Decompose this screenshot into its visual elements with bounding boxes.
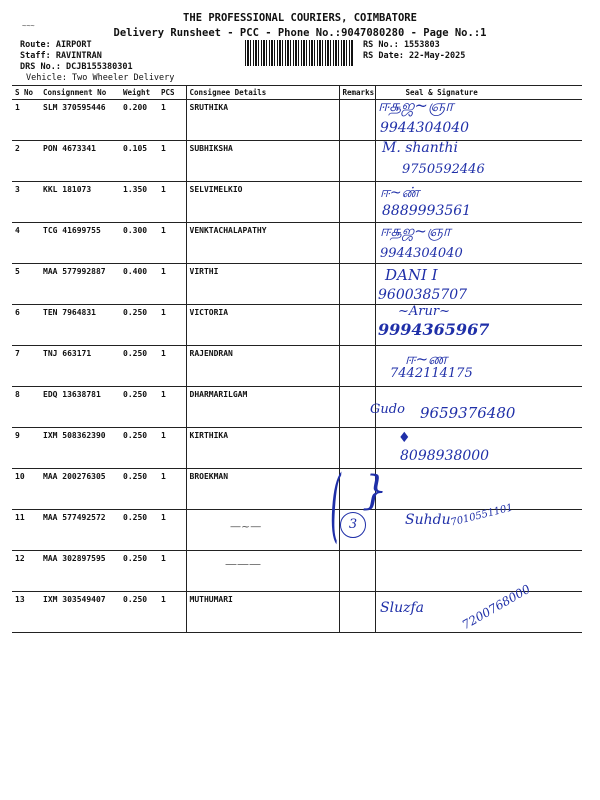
cell-pcs: 1 — [158, 100, 186, 141]
cell-sno: 7 — [12, 346, 40, 387]
cell-consignment: IXM 303549407 — [40, 592, 120, 633]
col-signature: Seal & Signature — [375, 86, 582, 100]
cell-pcs: 1 — [158, 305, 186, 346]
handwritten-phone-2: 9750592446 — [402, 162, 485, 177]
cell-consignee: SELVIMELKIO — [186, 182, 339, 223]
cell-consignee — [186, 510, 339, 551]
handwritten-phone-1: 9944304040 — [380, 120, 470, 136]
cell-consignment: EDQ 13638781 — [40, 387, 120, 428]
pencil-mark-12: ——— — [225, 557, 261, 571]
table-row — [12, 264, 582, 305]
cell-pcs: 1 — [158, 387, 186, 428]
cell-sno: 1 — [12, 100, 40, 141]
runsheet-table — [12, 85, 582, 633]
cell-signature — [375, 469, 582, 510]
cell-consignment: MAA 200276305 — [40, 469, 120, 510]
cell-weight: 0.250 — [120, 469, 158, 510]
cell-remarks — [339, 346, 375, 387]
signature-tamil-1: ஈ௲ஜ~ஞா — [378, 96, 454, 115]
cell-sno: 6 — [12, 305, 40, 346]
col-sno: S No — [12, 86, 40, 100]
cell-consignee: VICTORIA — [186, 305, 339, 346]
cell-sno: 9 — [12, 428, 40, 469]
col-pcs: PCS — [158, 86, 186, 100]
cell-sno: 13 — [12, 592, 40, 633]
pencil-mark-11: —~— — [230, 520, 262, 533]
handwritten-phone-5: 9600385707 — [378, 287, 468, 303]
col-consignee: Consignee Details — [186, 86, 339, 100]
pen-mark-9: ♦ — [398, 430, 411, 446]
cell-pcs: 1 — [158, 182, 186, 223]
cell-consignee: SUBHIKSHA — [186, 141, 339, 182]
cell-weight: 0.250 — [120, 510, 158, 551]
cell-consignment: TNJ 663171 — [40, 346, 120, 387]
handwritten-name-2: M. shanthi — [382, 140, 458, 156]
signature-tamil-3: ஈ~ண் — [380, 185, 420, 201]
signature-7: ஈ~ண — [405, 350, 448, 368]
cell-weight: 0.250 — [120, 387, 158, 428]
cell-pcs: 1 — [158, 141, 186, 182]
cell-pcs: 1 — [158, 592, 186, 633]
signature-6: ~Arur~ — [398, 304, 450, 319]
col-weight: Weight — [120, 86, 158, 100]
cell-pcs: 1 — [158, 510, 186, 551]
cell-weight: 0.400 — [120, 264, 158, 305]
barcode — [245, 40, 353, 66]
cell-remarks — [339, 223, 375, 264]
cell-consignment: KKL 181073 — [40, 182, 120, 223]
table-row — [12, 141, 582, 182]
col-remarks: Remarks — [339, 86, 375, 100]
staff-label: Staff: RAVINTRAN — [20, 51, 102, 61]
cell-sno: 8 — [12, 387, 40, 428]
cell-consignee: SRUTHIKA — [186, 100, 339, 141]
table-row — [12, 346, 582, 387]
cell-consignment: TCG 41699755 — [40, 223, 120, 264]
cell-remarks — [339, 551, 375, 592]
cell-sno: 2 — [12, 141, 40, 182]
cell-consignee: DHARMARILGAM — [186, 387, 339, 428]
cell-consignment: MAA 302897595 — [40, 551, 120, 592]
handwritten-phone-8: 9659376480 — [420, 404, 516, 422]
cell-weight: 0.250 — [120, 305, 158, 346]
cell-consignee: MUTHUMARI — [186, 592, 339, 633]
cell-sno: 3 — [12, 182, 40, 223]
table-row — [12, 551, 582, 592]
cell-weight: 0.200 — [120, 100, 158, 141]
document-title: THE PROFESSIONAL COURIERS, COIMBATORE — [183, 12, 417, 24]
cell-remarks — [339, 428, 375, 469]
rs-date: RS Date: 22-May-2025 — [363, 51, 466, 61]
table-row — [12, 223, 582, 264]
cell-consignee — [186, 551, 339, 592]
cell-sno: 12 — [12, 551, 40, 592]
handwritten-phone-3: 8889993561 — [382, 203, 472, 219]
rs-number: RS No.: 1553803 — [363, 40, 440, 50]
cell-remarks — [339, 182, 375, 223]
cell-sno: 10 — [12, 469, 40, 510]
handwritten-phone-9: 8098938000 — [400, 448, 490, 464]
cell-signature — [375, 551, 582, 592]
signature-13: Sluzfa — [380, 600, 424, 616]
cell-sno: 4 — [12, 223, 40, 264]
cell-pcs: 1 — [158, 469, 186, 510]
table-header-row — [12, 86, 582, 100]
handwritten-phone-4: 9944304040 — [380, 246, 463, 261]
handwritten-number-11: 7010551101 — [449, 502, 515, 529]
table-row — [12, 100, 582, 141]
col-consignment: Consignment No — [40, 86, 120, 100]
table-row — [12, 428, 582, 469]
corner-scribble: ~~~ — [22, 22, 35, 30]
cell-pcs: 1 — [158, 223, 186, 264]
cell-consignment: TEN 7964831 — [40, 305, 120, 346]
cell-sno: 5 — [12, 264, 40, 305]
cell-remarks — [339, 264, 375, 305]
vehicle-label: Vehicle: Two Wheeler Delivery — [26, 73, 175, 83]
drs-number: DRS No.: DCJB155380301 — [20, 62, 133, 72]
cell-remarks — [339, 305, 375, 346]
left-bracket-mark: ( — [330, 458, 341, 551]
brace-mark: } — [362, 468, 388, 514]
cell-weight: 0.250 — [120, 592, 158, 633]
route-label: Route: AIRPORT — [20, 40, 92, 50]
cell-consignee: VIRTHI — [186, 264, 339, 305]
cell-remarks — [339, 141, 375, 182]
cell-consignee: RAJENDRAN — [186, 346, 339, 387]
cell-consignee: BROEKMAN — [186, 469, 339, 510]
cell-pcs: 1 — [158, 551, 186, 592]
cell-sno: 11 — [12, 510, 40, 551]
cell-pcs: 1 — [158, 428, 186, 469]
table-row — [12, 469, 582, 510]
handwritten-phone-7: 7442114175 — [390, 366, 473, 381]
cell-remarks — [339, 100, 375, 141]
cell-weight: 0.250 — [120, 428, 158, 469]
handwritten-name-5: DANI I — [385, 266, 438, 284]
signature-11: Suhdu — [405, 512, 451, 528]
table-row — [12, 305, 582, 346]
cell-remarks — [339, 592, 375, 633]
cell-weight: 0.105 — [120, 141, 158, 182]
document-subtitle: Delivery Runsheet - PCC - Phone No.:9047080280 - Page No.:1 — [113, 27, 487, 39]
signature-8: Gudo — [370, 402, 405, 417]
cell-weight: 0.300 — [120, 223, 158, 264]
handwritten-phone-6: 9994365967 — [378, 320, 490, 339]
cell-consignment: IXM 508362390 — [40, 428, 120, 469]
cell-consignment: MAA 577992887 — [40, 264, 120, 305]
circled-count: 3 — [340, 512, 366, 538]
cell-pcs: 1 — [158, 264, 186, 305]
cell-consignee: VENKTACHALAPATHY — [186, 223, 339, 264]
cell-consignment: PON 4673341 — [40, 141, 120, 182]
cell-consignee: KIRTHIKA — [186, 428, 339, 469]
cell-consignment: MAA 577492572 — [40, 510, 120, 551]
signature-tamil-4: ஈ௲ஜ~ஞா — [380, 222, 451, 240]
table-row — [12, 182, 582, 223]
cell-pcs: 1 — [158, 346, 186, 387]
cell-weight: 1.350 — [120, 182, 158, 223]
cell-consignment: SLM 370595446 — [40, 100, 120, 141]
cell-weight: 0.250 — [120, 346, 158, 387]
handwritten-number-13: 7200768000 — [459, 581, 533, 633]
cell-weight: 0.250 — [120, 551, 158, 592]
